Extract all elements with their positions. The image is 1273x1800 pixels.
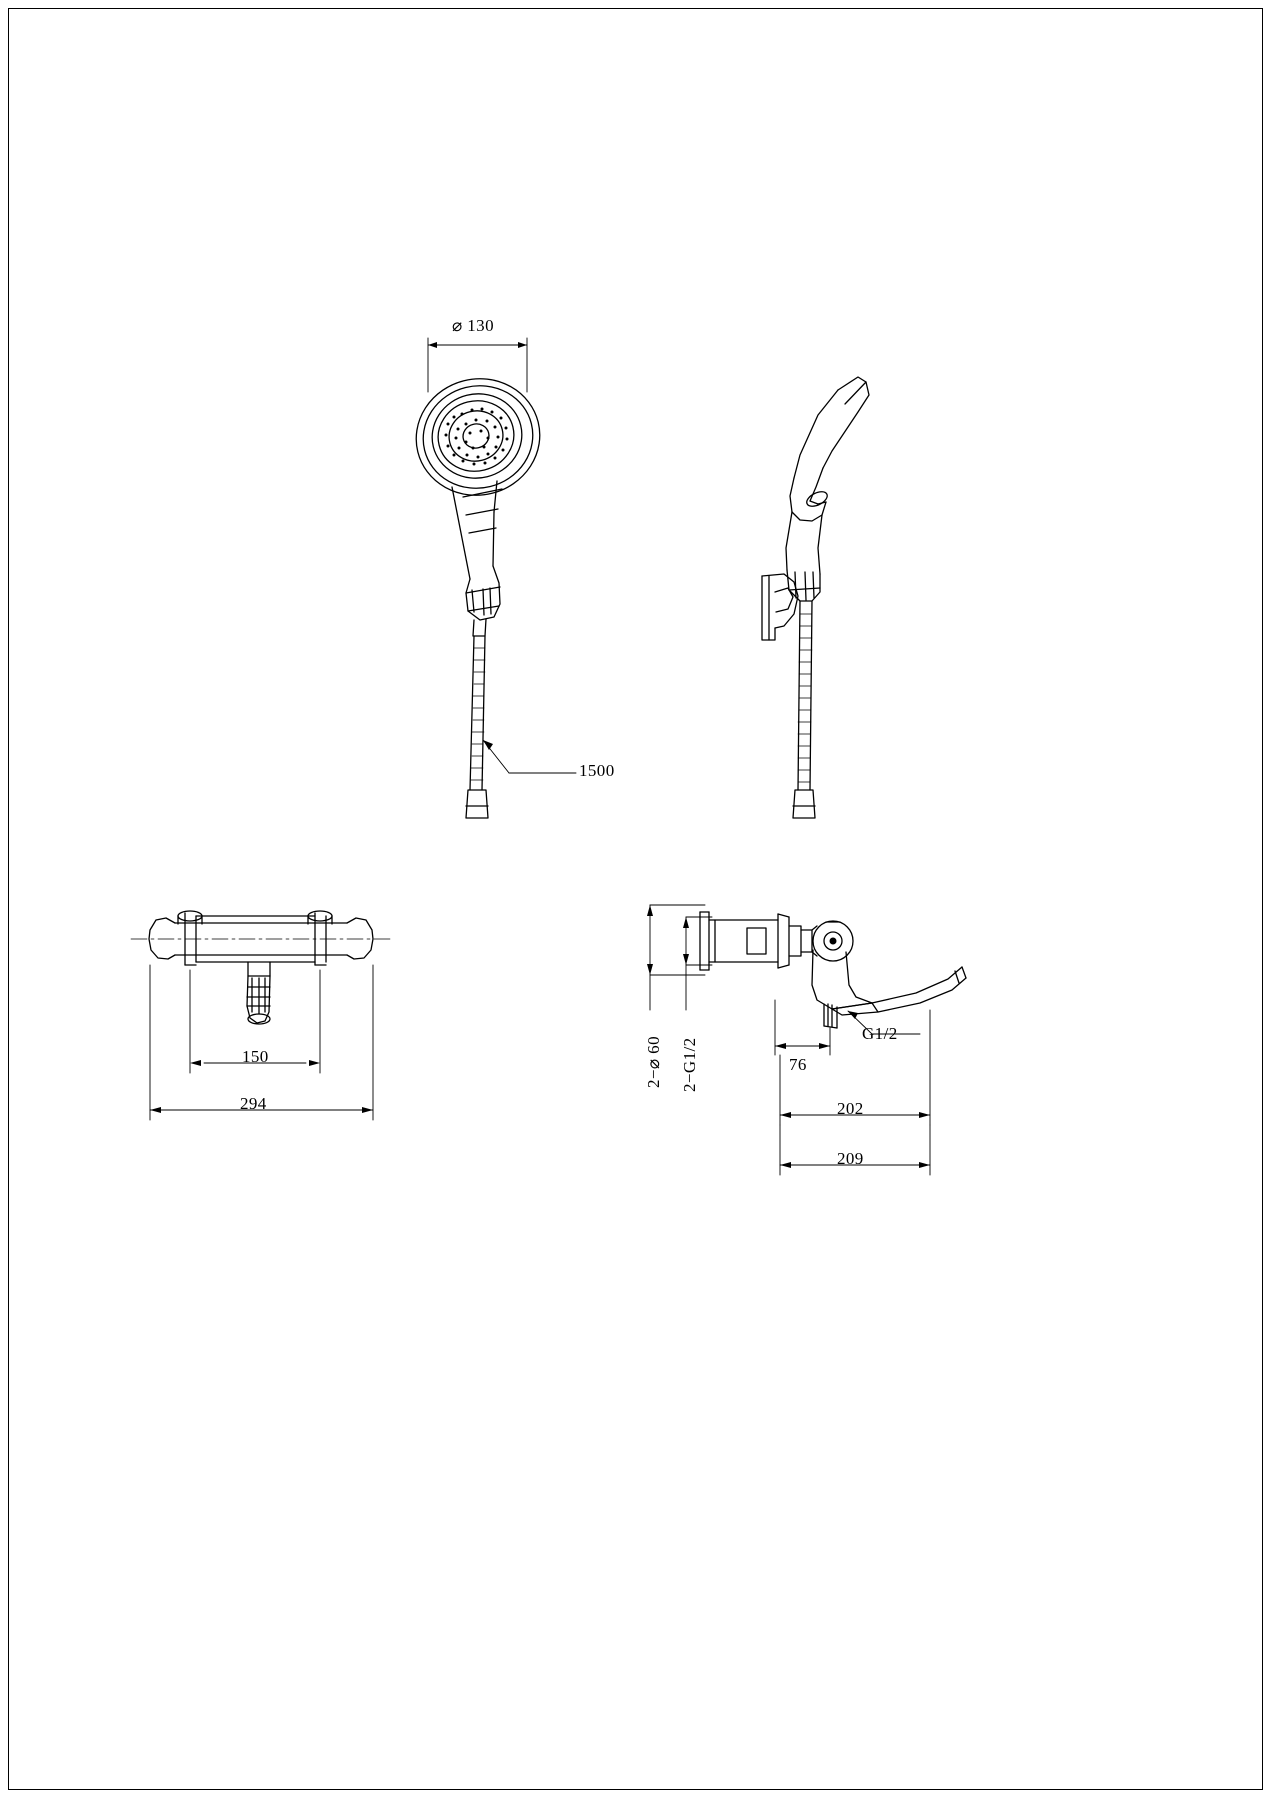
dim-label-inlet-flange: 2−⌀ 60 [644, 1036, 663, 1088]
dim-label-spout-projection-202: 202 [837, 1099, 864, 1118]
dim-label-spout-projection-209: 209 [837, 1149, 864, 1168]
dim-label-inlet-thread: 2−G1/2 [680, 1037, 699, 1092]
dim-label-mixer-total-width: 294 [240, 1094, 267, 1113]
dim-label-hose-length: 1500 [579, 761, 615, 780]
dim-label-mixer-center-distance: 150 [242, 1047, 269, 1066]
dim-label-shower-head-diameter: ⌀ 130 [452, 316, 494, 335]
dim-label-spout-offset: 76 [789, 1055, 807, 1074]
dim-label-outlet-thread: G1/2 [862, 1024, 898, 1043]
